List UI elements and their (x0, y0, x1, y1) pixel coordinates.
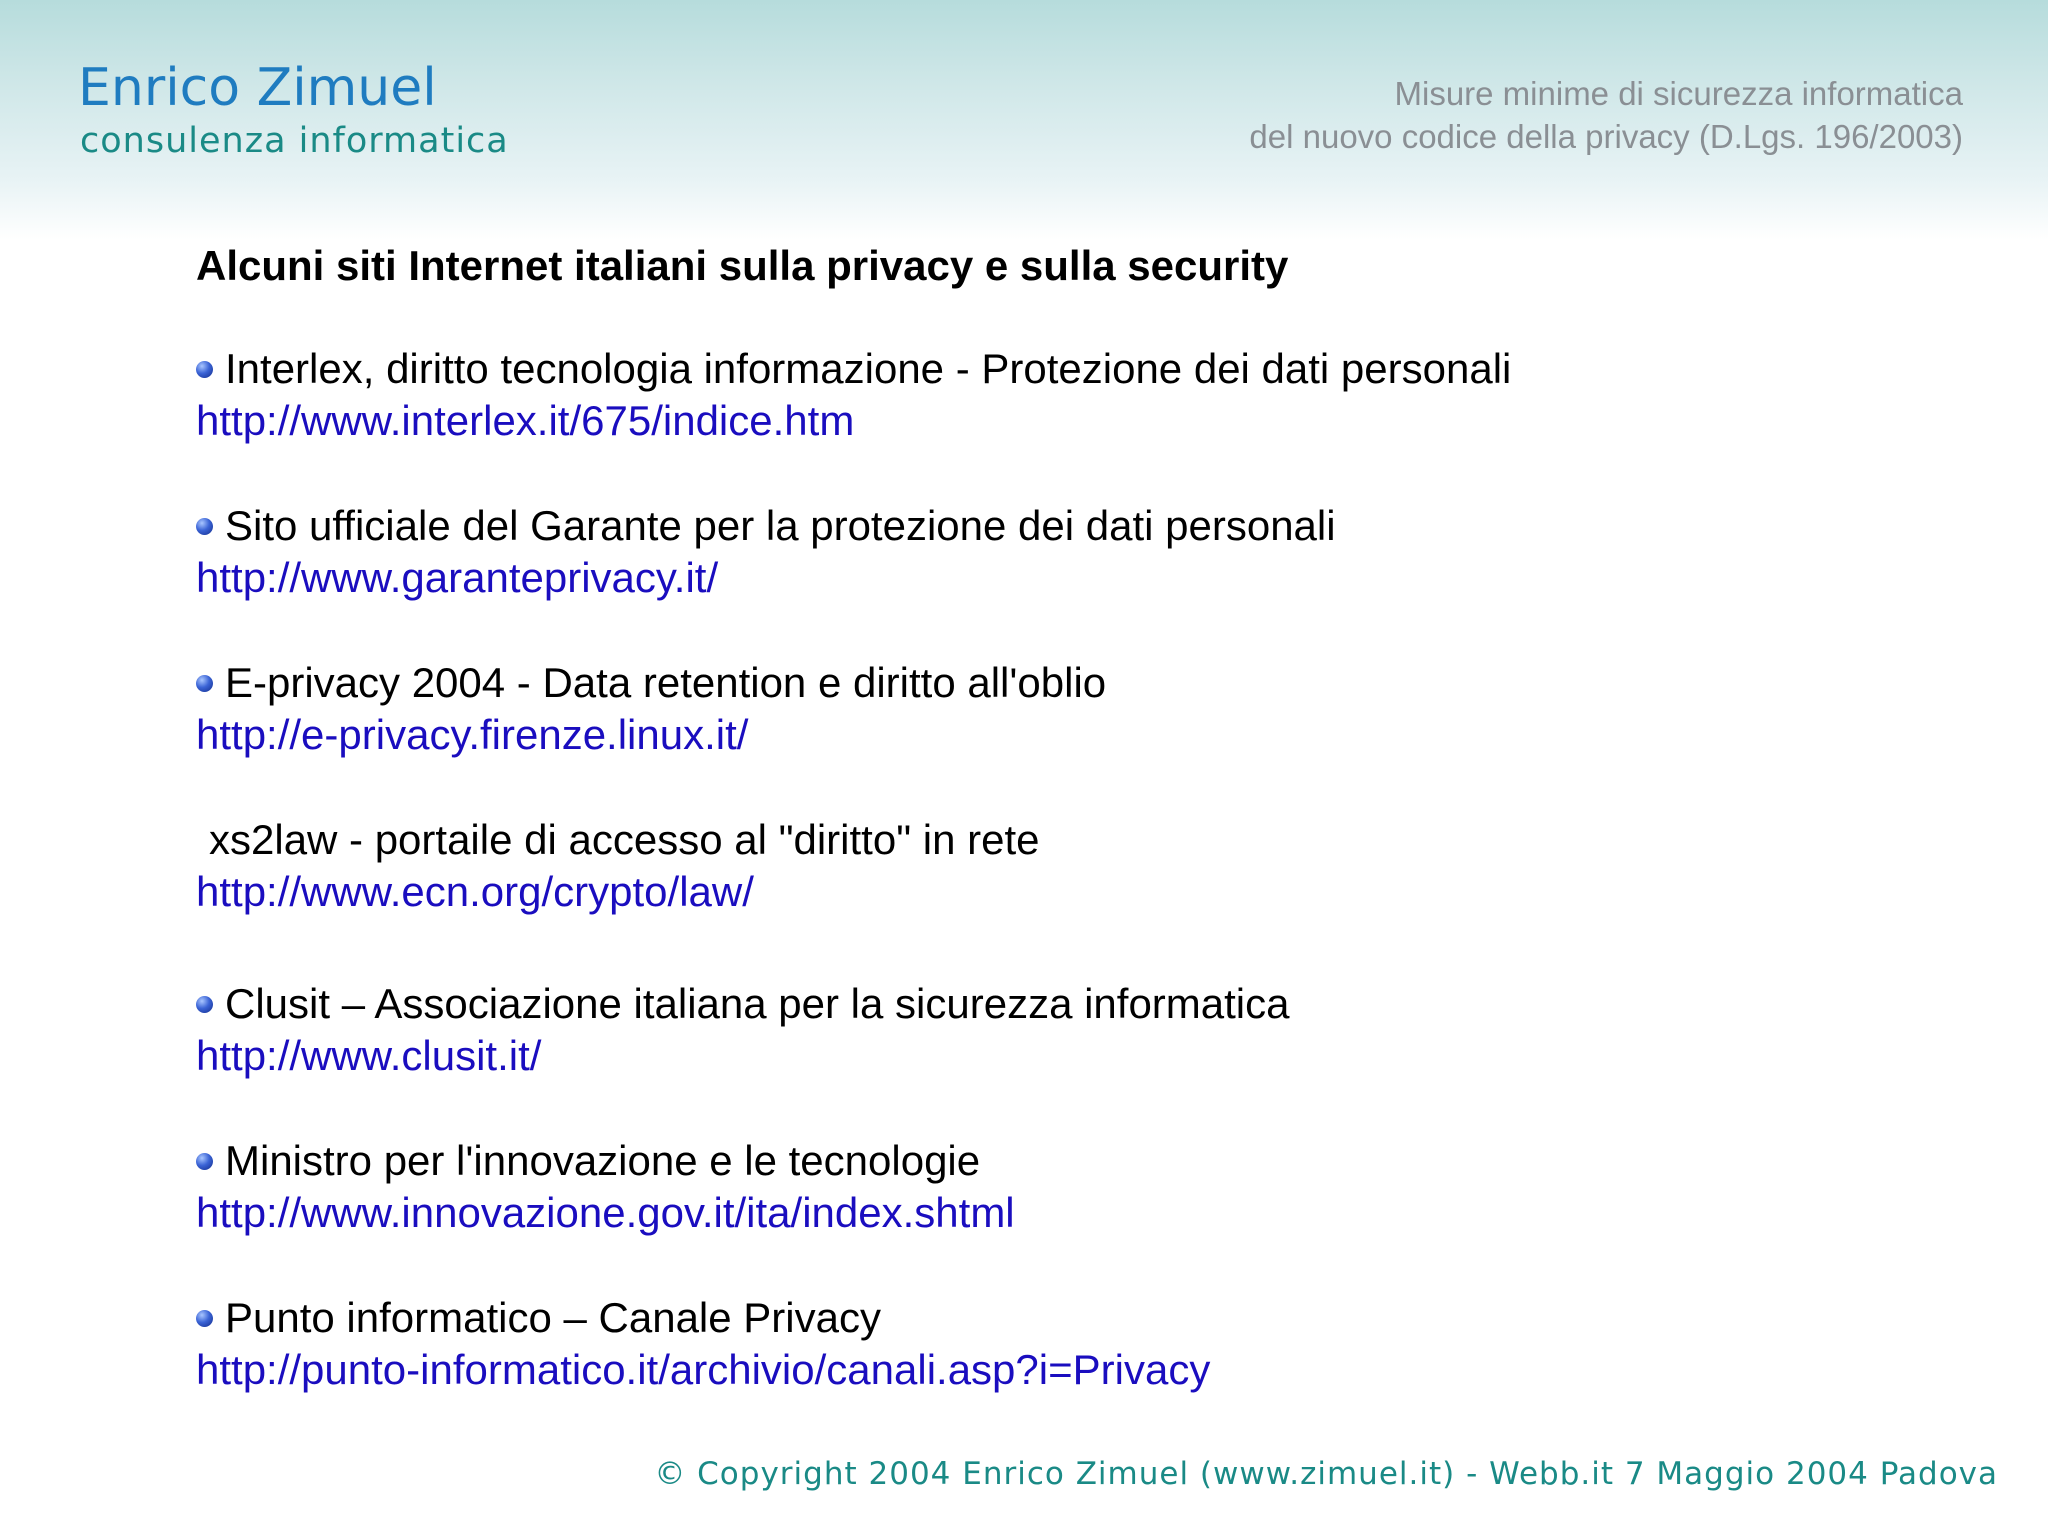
list-item (196, 1135, 1015, 1239)
bullet-icon (196, 996, 213, 1013)
slide-heading: Alcuni siti Internet italiani sulla privacy e sulla security (196, 242, 1289, 289)
list-item (196, 814, 1040, 918)
list-item-title (196, 657, 1106, 709)
list-item (196, 978, 1290, 1082)
list-item-title (196, 814, 1040, 866)
list-item-link[interactable]: http://www.ecn.org/crypto/law/ (196, 868, 754, 915)
copyright-footer: © Copyright 2004 Enrico Zimuel (www.zimuel.it) - Webb.it 7 Maggio 2004 Padova (654, 1456, 1998, 1492)
list-item-link[interactable]: http://punto-informatico.it/archivio/canali.asp?i=Privacy (196, 1346, 1211, 1393)
list-item-label: E-privacy 2004 - Data retention e diritto all'oblio (225, 659, 1107, 706)
list-item-link[interactable]: http://www.innovazione.gov.it/ita/index.shtml (196, 1189, 1015, 1236)
list-item (196, 1292, 1210, 1396)
deck-title-line1: Misure minime di sicurezza informatica (1394, 75, 1963, 112)
list-item (196, 657, 1106, 761)
bullet-icon (196, 1310, 213, 1327)
list-item (196, 500, 1336, 604)
list-item-link[interactable]: http://e-privacy.firenze.linux.it/ (196, 711, 749, 758)
list-item-label: Ministro per l'innovazione e le tecnologie (225, 1137, 981, 1184)
list-item-link[interactable]: http://www.garanteprivacy.it/ (196, 554, 719, 601)
bullet-icon (196, 361, 213, 378)
list-item (196, 343, 1511, 447)
deck-title (1249, 72, 1963, 158)
list-item-label: Punto informatico – Canale Privacy (225, 1294, 881, 1341)
list-item-label: Interlex, diritto tecnologia informazione - Protezione dei dati personali (225, 345, 1512, 392)
list-item-label: Clusit – Associazione italiana per la sicurezza informatica (225, 980, 1290, 1027)
bullet-icon (196, 1153, 213, 1170)
bullet-icon (196, 518, 213, 535)
list-item-link[interactable]: http://www.interlex.it/675/indice.htm (196, 397, 855, 444)
list-item-label: Sito ufficiale del Garante per la protezione dei dati personali (225, 502, 1336, 549)
list-item-link[interactable]: http://www.clusit.it/ (196, 1032, 542, 1079)
list-item-title (196, 1292, 1210, 1344)
list-item-label: xs2law - portaile di accesso al "diritto" in rete (209, 816, 1040, 863)
brand-name: Enrico Zimuel (78, 58, 437, 118)
bullet-icon (196, 675, 213, 692)
brand-tagline: consulenza informatica (80, 121, 509, 161)
list-item-title (196, 978, 1290, 1030)
list-item-title (196, 343, 1511, 395)
list-item-title (196, 500, 1336, 552)
list-item-title (196, 1135, 1015, 1187)
deck-title-line2: del nuovo codice della privacy (D.Lgs. 196/2003) (1249, 118, 1963, 155)
